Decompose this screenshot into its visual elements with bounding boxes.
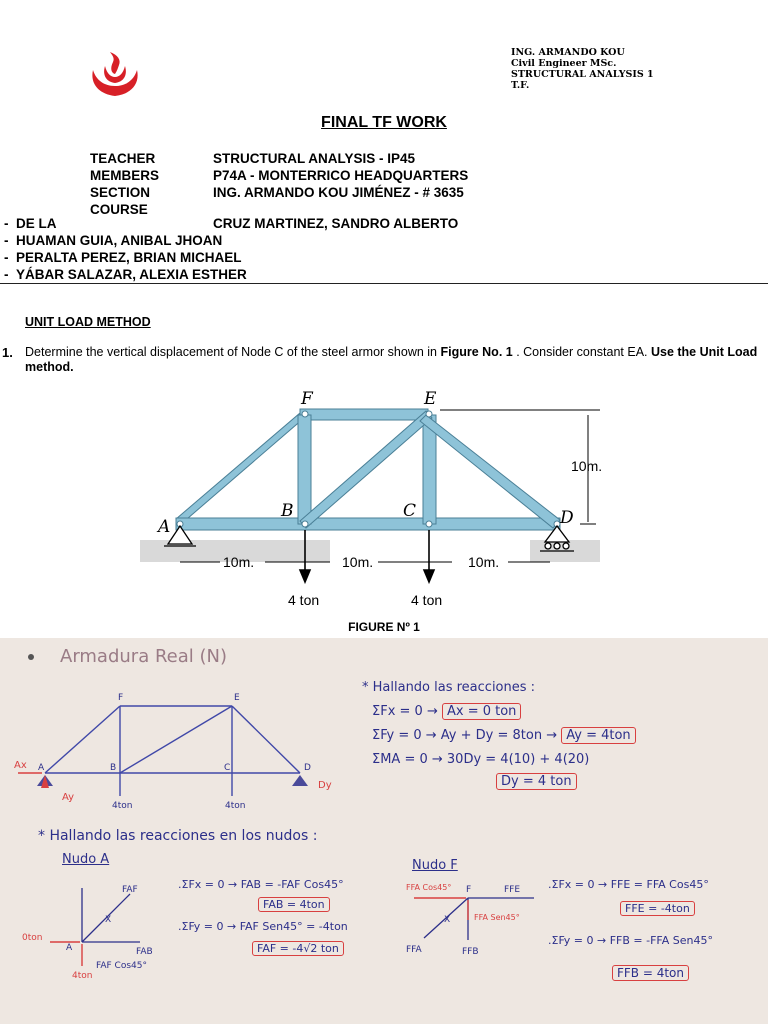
- fbd-label: FFE: [504, 885, 521, 895]
- member-item: - PERALTA PEREZ, BRIAN MICHAEL: [4, 250, 242, 265]
- load-label: 4 ton: [288, 592, 320, 608]
- page-title: FINAL TF WORK: [321, 114, 447, 131]
- fbd-label: FAF: [122, 885, 138, 895]
- height-label: 10m.: [571, 458, 603, 474]
- real-truss-sketch: [0, 678, 350, 818]
- fbd-label: X: [105, 915, 112, 925]
- equation-fy: ΣFy = 0 → Ay + Dy = 8ton → Ay = 4ton: [372, 728, 636, 743]
- sketch-label: E: [234, 693, 240, 703]
- truss-figure: [140, 380, 620, 612]
- fbd-label: X: [444, 915, 451, 925]
- member-name: HUAMAN GUIA, ANIBAL JHOAN: [16, 233, 223, 248]
- instructor-info: [511, 47, 654, 91]
- member-name: DE LA: [16, 216, 57, 231]
- info-line: Civil Engineer MSc.: [511, 58, 617, 69]
- info-line: ING. ARMANDO KOU: [511, 47, 625, 58]
- field-value-course-name: STRUCTURAL ANALYSIS - IP45: [213, 151, 416, 166]
- node-a-fy-answer: [252, 942, 344, 955]
- member-item: - YÁBAR SALAZAR, ALEXIA ESTHER: [4, 267, 247, 282]
- field-labels: [90, 150, 159, 218]
- question-number: 1.: [2, 345, 13, 360]
- fbd-label: FFA: [406, 945, 422, 955]
- sketch-label: 4ton: [112, 801, 133, 811]
- sketch-label: C: [224, 763, 231, 773]
- field-values: [213, 150, 468, 201]
- answer-box: FAB = 4ton: [258, 897, 330, 912]
- fbd-label: FAB: [136, 947, 153, 957]
- fbd-label: FAF Cos45°: [96, 961, 147, 971]
- bullet-dot: [28, 654, 34, 660]
- span-label: 10m.: [223, 554, 255, 570]
- reactions-title: * Hallando las reacciones :: [362, 680, 536, 695]
- info-line: STRUCTURAL ANALYSIS 1: [511, 69, 654, 80]
- nodes-title: * Hallando las reacciones en los nudos :: [38, 828, 318, 844]
- question-text: Determine the vertical displacement of Node C of the steel armor shown in Figure No. 1 . Consider constant EA. Use the Unit Load method.: [25, 345, 758, 374]
- node-f-fy-answer: [612, 966, 689, 980]
- sketch-label: 4ton: [225, 801, 246, 811]
- answer-box: FFE = -4ton: [620, 901, 695, 916]
- notes-heading: Armadura Real (N): [60, 646, 227, 667]
- fbd-label: FFA Cos45°: [406, 883, 452, 892]
- span-label: 10m.: [468, 554, 500, 570]
- truss-members: [176, 409, 560, 530]
- members-list: [4, 215, 247, 283]
- fbd-label: FFA Sen45°: [474, 913, 520, 922]
- fbd-label: A: [66, 943, 73, 953]
- node-a-title: Nudo A: [62, 852, 110, 867]
- field-value-campus: P74A - MONTERRICO HEADQUARTERS: [213, 168, 469, 183]
- sketch-label: Ax: [14, 760, 27, 771]
- info-line: T.F.: [511, 80, 530, 91]
- span-label: 10m.: [342, 554, 374, 570]
- member-name: PERALTA PEREZ, BRIAN MICHAEL: [16, 250, 242, 265]
- field-label-teacher: TEACHER: [90, 151, 156, 166]
- section-title: UNIT LOAD METHOD: [25, 315, 151, 329]
- fbd-label: F: [466, 885, 472, 895]
- answer-dy: [496, 774, 577, 789]
- university-logo-icon: [88, 50, 142, 98]
- fbd-label: 0ton: [22, 933, 43, 943]
- fbd-label: FFB: [462, 947, 479, 957]
- node-f-fx: .ΣFx = 0 → FFE = FFA Cos45°: [548, 878, 709, 891]
- node-label-a: A: [158, 517, 171, 537]
- fbd-label: 4ton: [72, 971, 93, 980]
- node-a-fx: .ΣFx = 0 → FAB = -FAF Cos45°: [178, 878, 344, 891]
- member-name-continued: CRUZ MARTINEZ, SANDRO ALBERTO: [213, 216, 459, 231]
- member-name: YÁBAR SALAZAR, ALEXIA ESTHER: [16, 267, 247, 282]
- field-value-teacher: ING. ARMANDO KOU JIMÉNEZ - # 3635: [213, 185, 464, 200]
- sketch-label: D: [304, 763, 311, 773]
- answer-box: FAF = -4√2 ton: [252, 941, 344, 956]
- node-a-fbd: [10, 870, 170, 980]
- node-label-d: D: [560, 508, 574, 528]
- node-label-e: E: [424, 389, 437, 409]
- field-label-course: COURSE: [90, 202, 148, 217]
- sketch-label: B: [110, 763, 117, 773]
- node-label-c: C: [403, 501, 417, 521]
- figure-caption: FIGURE Nº 1: [348, 620, 420, 634]
- load-label: 4 ton: [411, 592, 443, 608]
- node-a-fy: .ΣFy = 0 → FAF Sen45° = -4ton: [178, 920, 348, 933]
- field-label-section: SECTION: [90, 185, 151, 200]
- handwritten-notes: [0, 638, 768, 1024]
- node-f-fy: .ΣFy = 0 → FFB = -FFA Sen45°: [548, 934, 713, 947]
- answer-box: Ax = 0 ton: [442, 703, 521, 720]
- answer-box: Ay = 4ton: [561, 727, 635, 744]
- sketch-label: Ay: [62, 792, 75, 803]
- node-a-fx-answer: [258, 898, 330, 911]
- node-f-fbd: [404, 878, 544, 978]
- sketch-label: F: [118, 693, 124, 703]
- member-item: - DE LA: [4, 216, 57, 231]
- field-label-members: MEMBERS: [90, 168, 160, 183]
- divider: [0, 283, 768, 284]
- node-f-title: Nudo F: [412, 858, 458, 873]
- node-label-b: B: [281, 501, 294, 521]
- sketch-label: Dy: [318, 780, 332, 791]
- node-f-fx-answer: [620, 902, 695, 915]
- equation-fx: ΣFx = 0 → Ax = 0 ton: [372, 704, 521, 719]
- answer-box: FFB = 4ton: [612, 965, 689, 981]
- equation-ma: ΣMA = 0 → 30Dy = 4(10) + 4(20): [372, 752, 590, 767]
- node-label-f: F: [301, 389, 313, 409]
- sketch-label: A: [38, 763, 45, 773]
- member-item: - HUAMAN GUIA, ANIBAL JHOAN: [4, 233, 223, 248]
- answer-box: Dy = 4 ton: [496, 773, 577, 790]
